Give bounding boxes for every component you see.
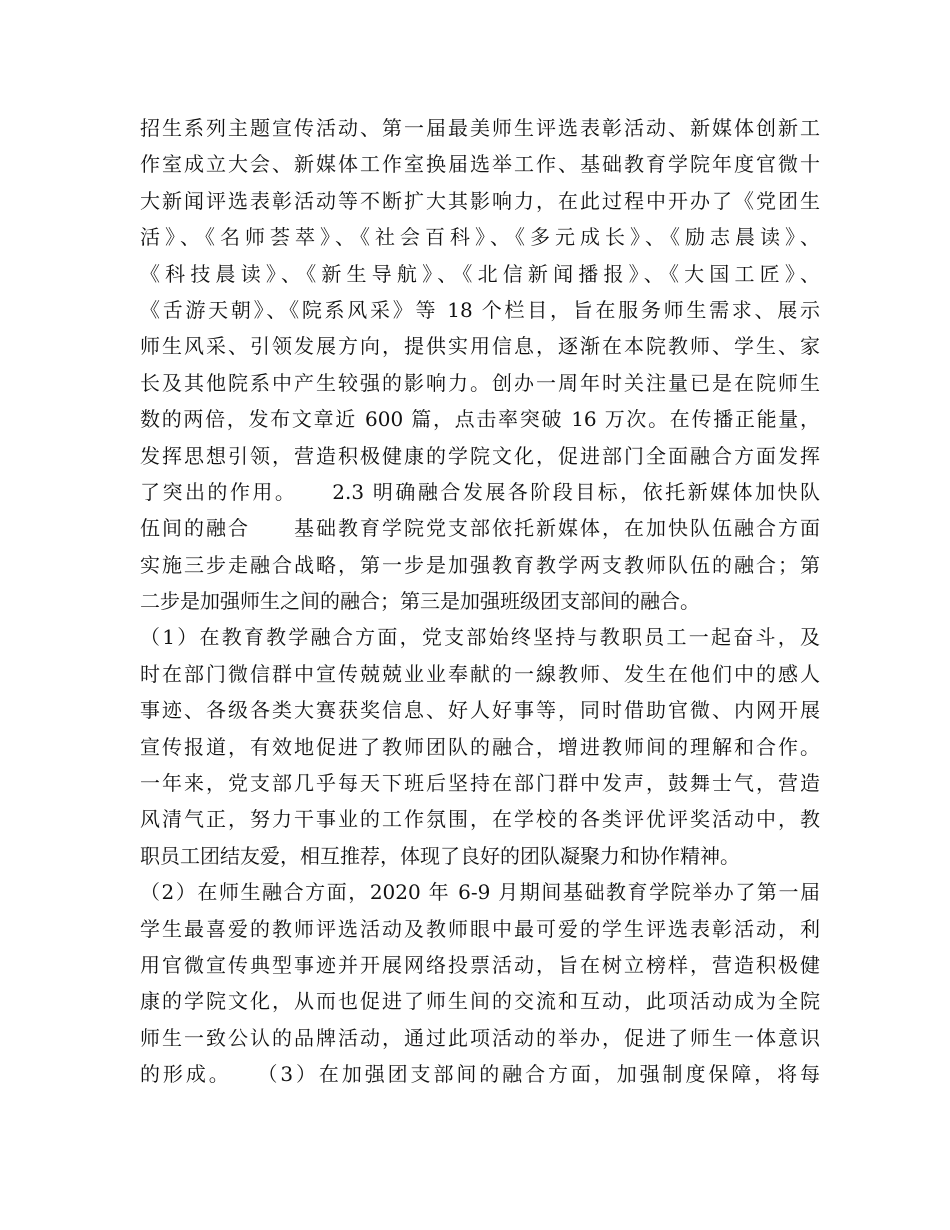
text-line: 伍间的融合 基础教育学院党支部依托新媒体，在加快队伍融合方面 (140, 516, 820, 541)
text-line: 宣传报道，有效地促进了教师团队的融合，增进教师间的理解和合作。 (140, 734, 820, 759)
text-line: 二步是加强师生之间的融合；第三是加强班级团支部间的融合。 (140, 589, 700, 614)
text-line: 师生风采、引领发展方向，提供实用信息，逐渐在本院教师、学生、家 (140, 334, 820, 359)
text-line: 数的两倍，发布文章近 600 篇，点击率突破 16 万次。在传播正能量， (140, 407, 820, 432)
text-line: 《科技晨读》、《新生导航》、《北信新闻播报》、《大国工匠》、 (140, 261, 820, 286)
text-line: 长及其他院系中产生较强的影响力。创办一周年时关注量已是在院师生 (140, 370, 820, 395)
text-line: 活》、《名师荟萃》、《社会百科》、《多元成长》、《励志晨读》、 (140, 225, 820, 250)
text-line: 的形成。 （3）在加强团支部间的融合方面，加强制度保障，将每 (140, 1062, 820, 1087)
text-line: 《舌游天朝》、《院系风采》等 18 个栏目，旨在服务师生需求、展示 (140, 297, 820, 322)
text-line: 康的学院文化，从而也促进了师生间的交流和互动，此项活动成为全院 (140, 989, 820, 1014)
text-line: 时在部门微信群中宣传兢兢业业奉献的一線教师、发生在他们中的感人 (140, 661, 820, 686)
text-line: 大新闻评选表彰活动等不断扩大其影响力，在此过程中开办了《党团生 (140, 188, 820, 213)
text-line: 事迹、各级各类大赛获奖信息、好人好事等，同时借助官微、内网开展 (140, 698, 820, 723)
text-line: （1）在教育教学融合方面，党支部始终坚持与教职员工一起奋斗，及 (140, 625, 820, 650)
text-line: 了突出的作用。 2.3 明确融合发展各阶段目标，依托新媒体加快队 (140, 479, 820, 504)
text-line: 用官微宣传典型事迹并开展网络投票活动，旨在树立榜样，营造积极健 (140, 952, 820, 977)
text-line: 发挥思想引领，营造积极健康的学院文化，促进部门全面融合方面发挥 (140, 443, 820, 468)
text-line: 作室成立大会、新媒体工作室换届选举工作、基础教育学院年度官微十 (140, 152, 820, 177)
body-text (140, 110, 820, 1093)
text-line: 职员工团结友爱，相互推荐，体现了良好的团队凝聚力和协作精神。 (140, 843, 740, 868)
text-line: 风清气正，努力干事业的工作氛围，在学校的各类评优评奖活动中，教 (140, 807, 820, 832)
text-line: 师生一致公认的品牌活动，通过此项活动的举办，促进了师生一体意识 (140, 1025, 820, 1050)
text-line: 一年来，党支部几乎每天下班后坚持在部门群中发声，鼓舞士气，营造 (140, 771, 820, 796)
text-line: 学生最喜爱的教师评选活动及教师眼中最可爱的学生评选表彰活动，利 (140, 916, 820, 941)
text-line: 招生系列主题宣传活动、第一届最美师生评选表彰活动、新媒体创新工 (140, 116, 820, 140)
text-line: 实施三步走融合战略，第一步是加强教育教学两支教师队伍的融合；第 (140, 552, 820, 577)
text-line: （2）在师生融合方面，2020 年 6-9 月期间基础教育学院举办了第一届 (140, 880, 820, 905)
